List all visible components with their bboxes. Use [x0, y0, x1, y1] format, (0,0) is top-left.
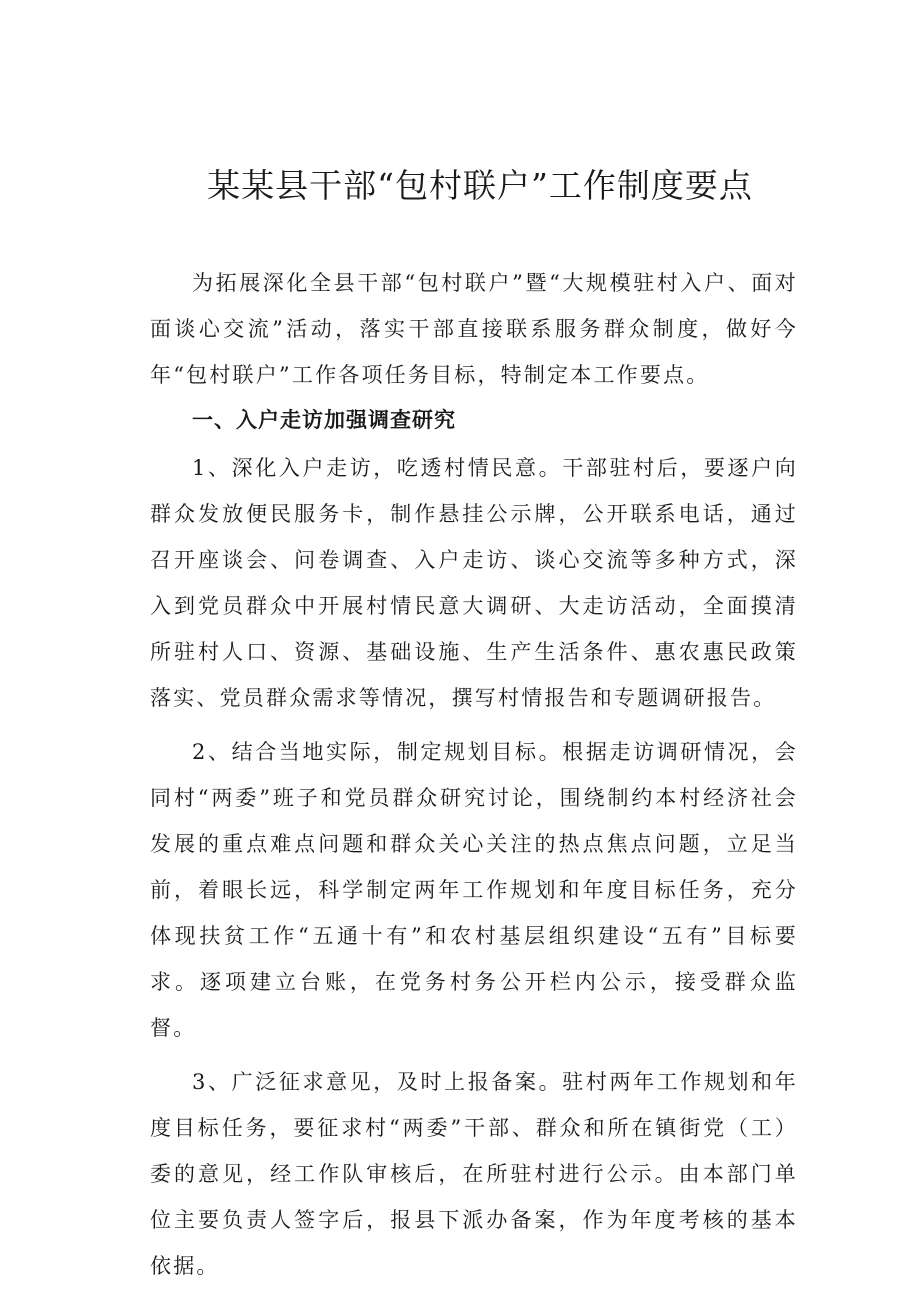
- section-item-3: 3、广泛征求意见，及时上报备案。驻村两年工作规划和年度目标任务，要征求村“两委”干部、群众和所在镇街党（工）委的意见，经工作队审核后，在所驻村进行公示。由本部门单位主要负责人签字后，报县下派办备案，作为年度考核的基本依据。: [150, 1070, 798, 1278]
- section-item-2: 2、结合当地实际，制定规划目标。根据走访调研情况，会同村“两委”班子和党员群众研究讨论，围绕制约本村经济社会发展的重点难点问题和群众关心关注的热点焦点问题，立足当前，着眼长远，科学制定两年工作规划和年度目标任务，充分体现扶贫工作“五通十有”和农村基层组织建设“五有”目标要求。逐项建立台账，在党务村务公开栏内公示，接受群众监督。: [150, 740, 798, 1040]
- section-heading: 一、入户走访加强调查研究: [192, 408, 456, 432]
- document-title: 某某县干部“包村联户”工作制度要点: [207, 166, 753, 205]
- section-item-1: 1、深化入户走访，吃透村情民意。干部驻村后，要逐户向群众发放便民服务卡，制作悬挂公示牌，公开联系电话，通过召开座谈会、问卷调查、入户走访、谈心交流等多种方式，深入到党员群众中开展村情民意大调研、大走访活动，全面摸清所驻村人口、资源、基础设施、生产生活条件、惠农惠民政策落实、党员群众需求等情况，撰写村情报告和专题调研报告。: [150, 456, 798, 710]
- intro-paragraph: 为拓展深化全县干部“包村联户”暨“大规模驻村入户、面对面谈心交流”活动，落实干部直接联系服务群众制度，做好今年“包村联户”工作各项任务目标，特制定本工作要点。: [150, 271, 798, 387]
